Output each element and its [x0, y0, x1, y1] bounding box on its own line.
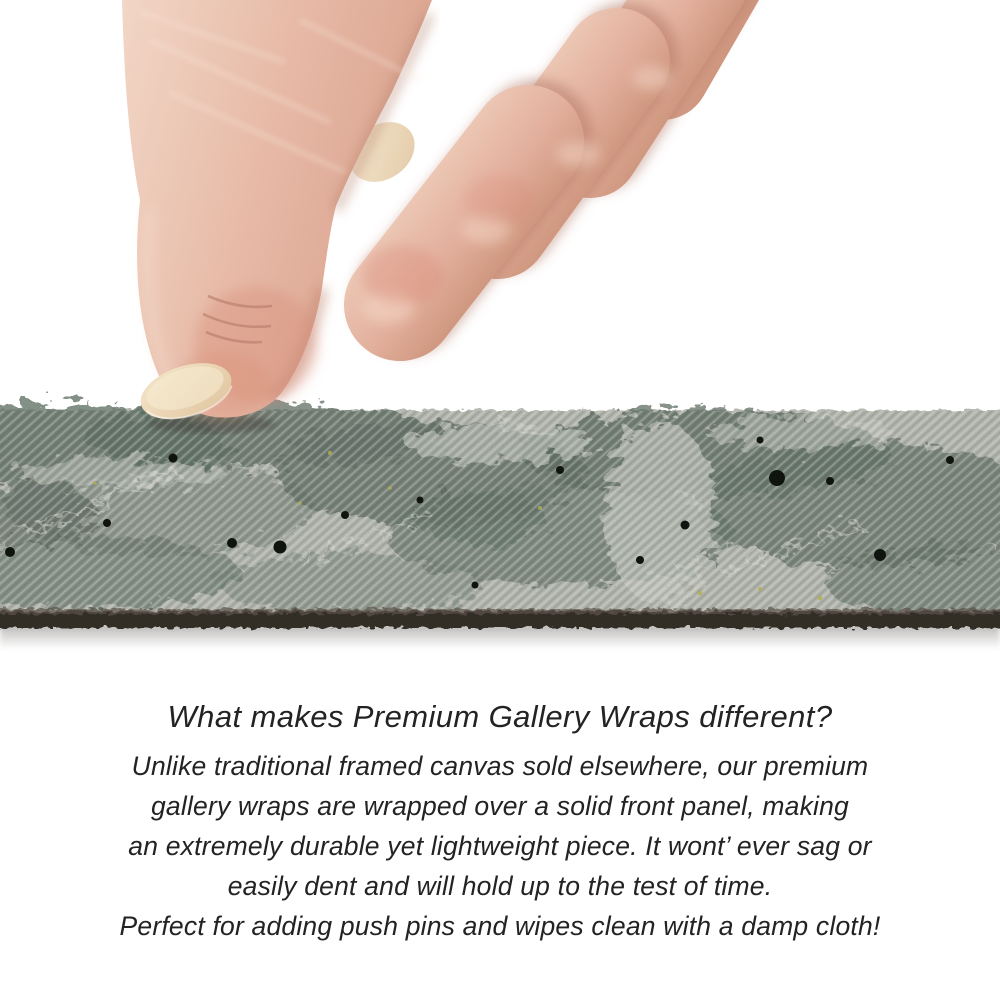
- caption-line: Unlike traditional framed canvas sold elsewhere, our premium: [131, 751, 869, 781]
- caption-block: [0, 696, 1000, 946]
- caption-line: Perfect for adding push pins and wipes clean with a damp cloth!: [119, 911, 881, 941]
- hand: [122, 0, 830, 429]
- canvas-strip: [0, 403, 1000, 649]
- canvas-grain: [0, 411, 1000, 615]
- caption-line: gallery wraps are wrapped over a solid front panel, making: [150, 791, 849, 821]
- caption-line: easily dent and will hold up to the test of time.: [227, 871, 773, 901]
- caption-line: an extremely durable yet lightweight piece. It wont’ ever sag or: [128, 831, 872, 861]
- caption-headline: What makes Premium Gallery Wraps different?: [167, 699, 833, 734]
